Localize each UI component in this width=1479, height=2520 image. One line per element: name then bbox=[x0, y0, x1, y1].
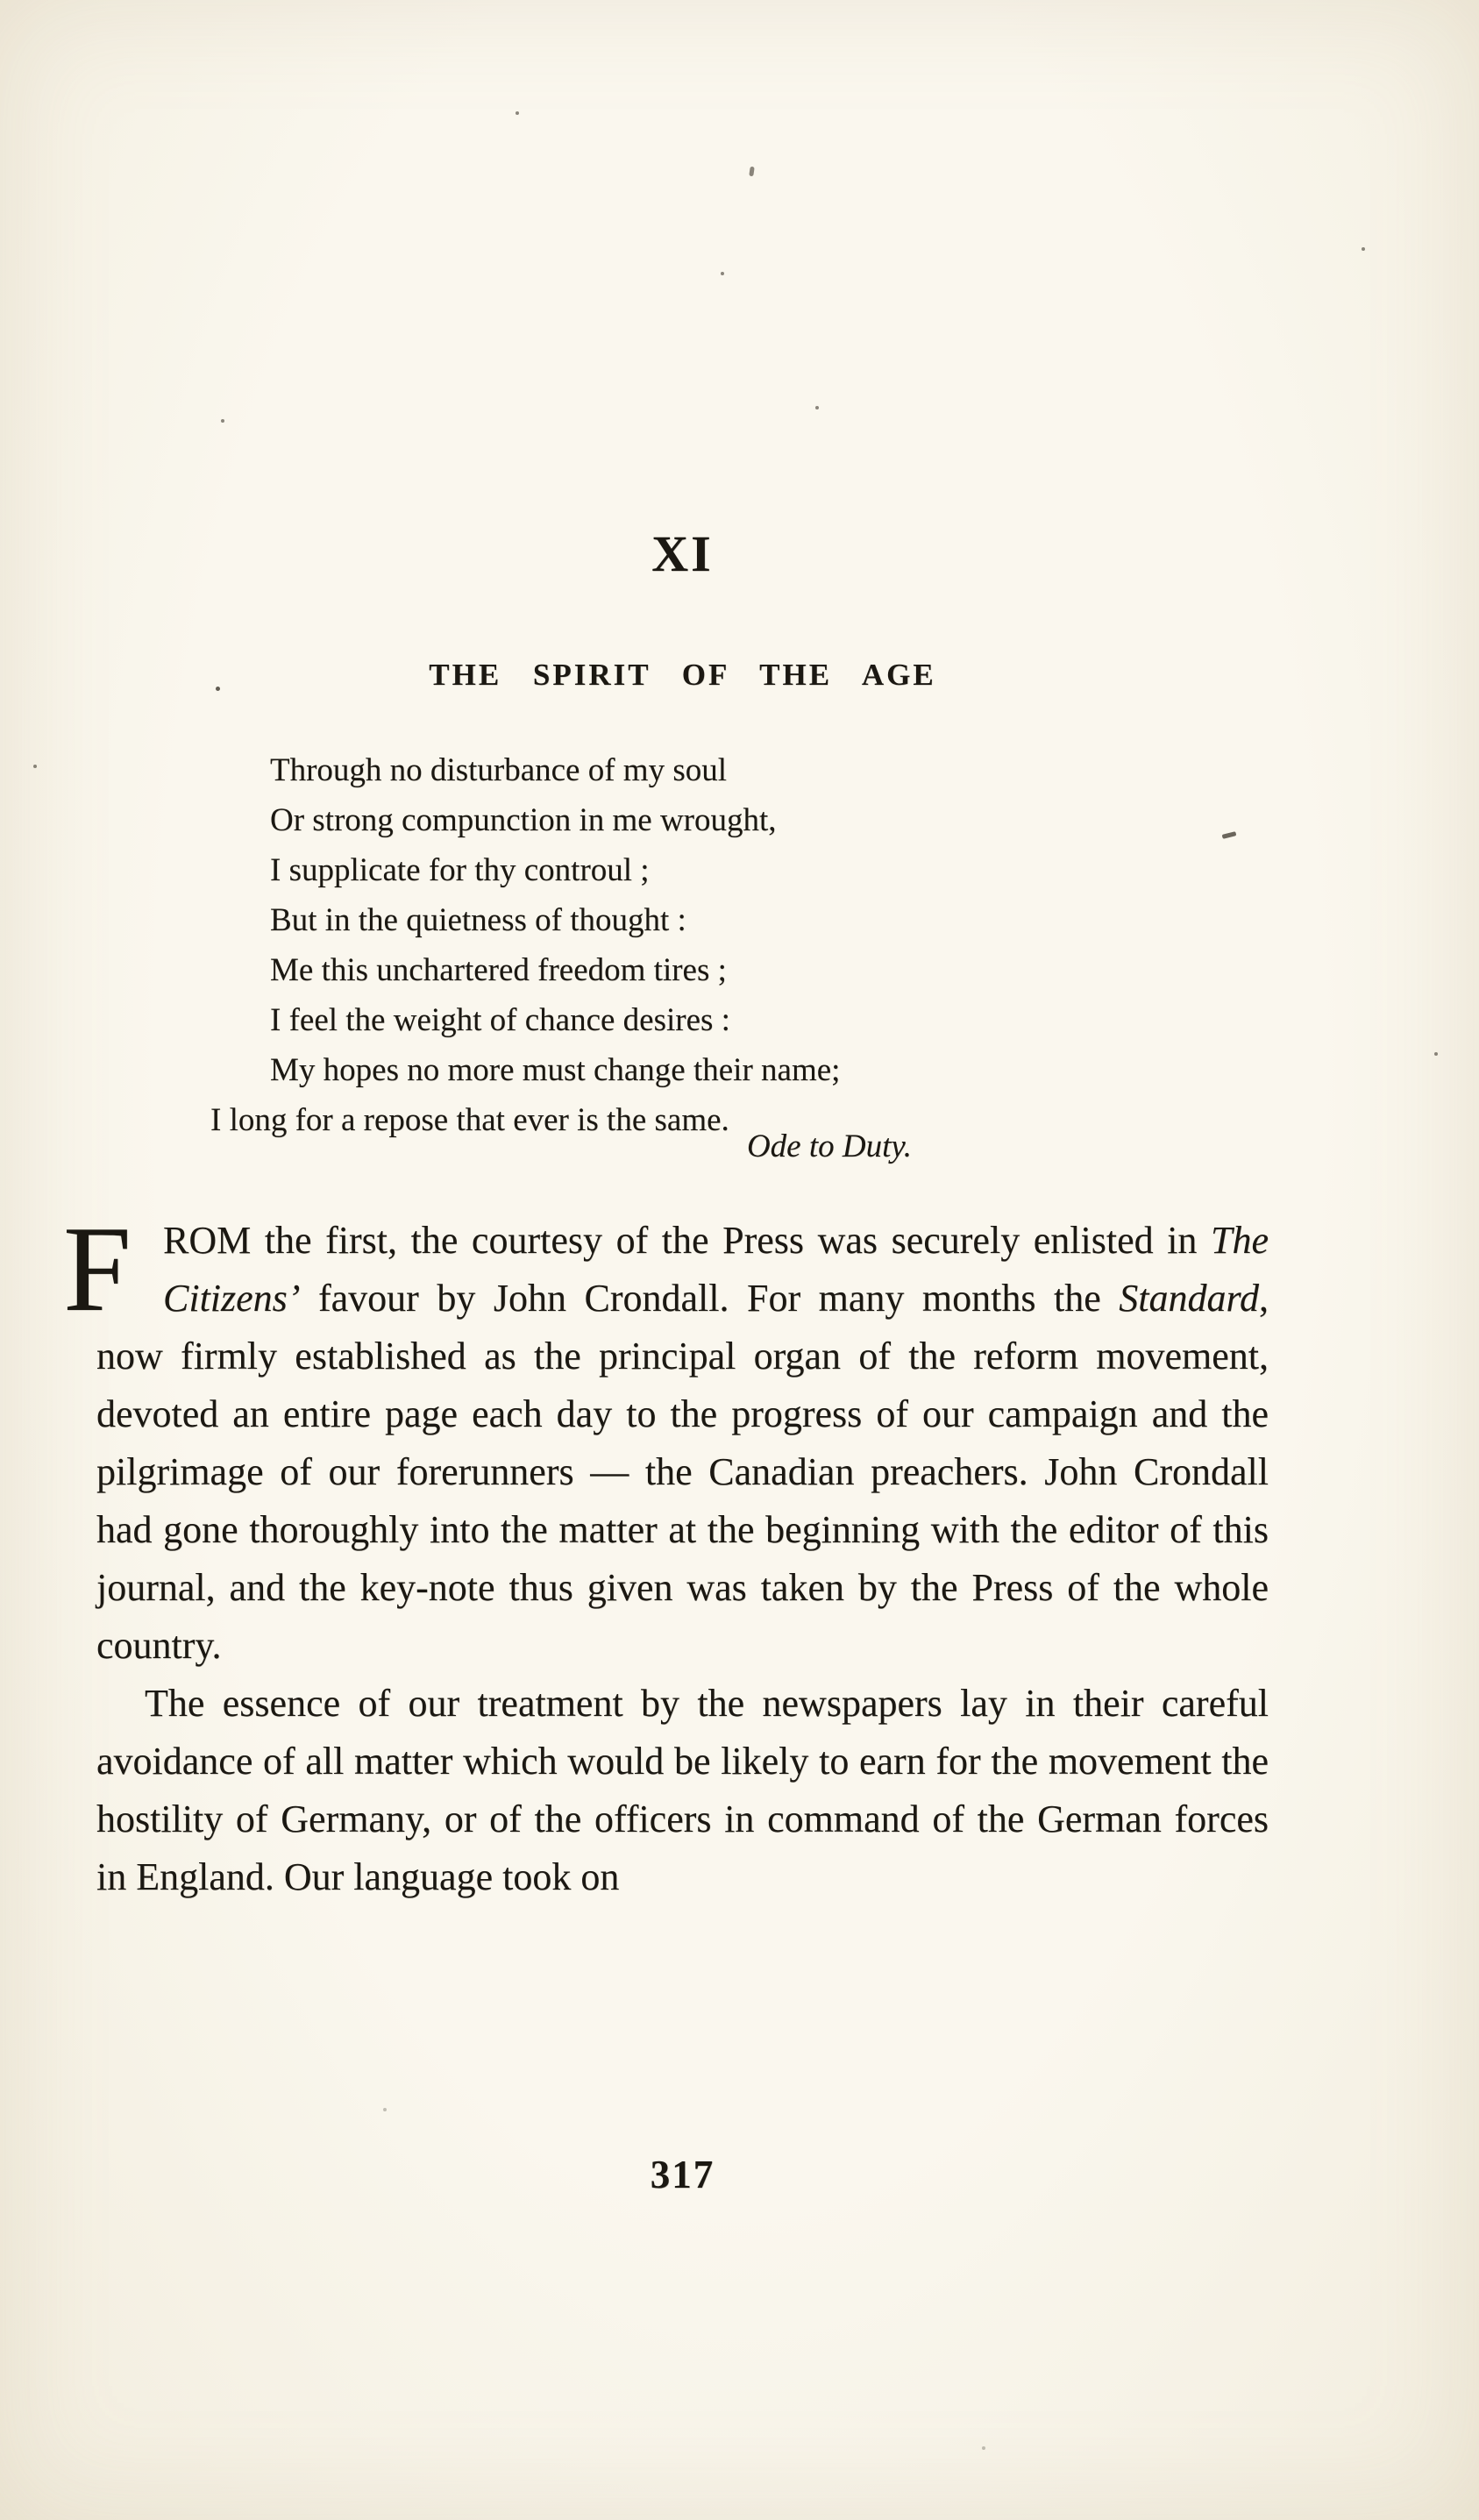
poem-line: I feel the weight of chance desires : bbox=[270, 1002, 730, 1038]
body-text bbox=[63, 1201, 1269, 1906]
poem-line: I supplicate for thy controul ; bbox=[270, 852, 650, 888]
book-page bbox=[63, 0, 1269, 2520]
epigraph-poem bbox=[96, 745, 1269, 1145]
paragraph-text: ROM the first, the courtesy of the Press was securely enlisted in The Citizens’ favour by John Crondall. For many months the Standard, now firmly established as the principal organ of the reform movement, devoted an entire page each day to the progress of our campaign and the pilgrimage of our forerunners — the Canadian preachers. John Crondall had gone thoroughly into the matter at the beginning with the editor of this journal, and the key-note thus given was taken by the Press of the whole country. bbox=[96, 1219, 1269, 1667]
poem-line: Or strong compunction in me wrought, bbox=[270, 802, 777, 838]
page-number: 317 bbox=[650, 2153, 715, 2196]
poem-line: I long for a repose that ever is the same. bbox=[210, 1102, 729, 1138]
drop-cap: F bbox=[63, 1201, 132, 1337]
poem-line: Through no disturbance of my soul bbox=[270, 752, 727, 788]
paragraph bbox=[63, 1201, 1269, 1675]
scan-speck bbox=[1434, 1052, 1438, 1056]
poem-line: But in the quietness of thought : bbox=[270, 902, 686, 938]
poem-line: Me this unchartered freedom tires ; bbox=[270, 952, 727, 988]
scan-speck bbox=[1362, 247, 1365, 251]
chapter-title: THE SPIRIT OF THE AGE bbox=[429, 658, 936, 692]
paragraph: The essence of our treatment by the newspapers lay in their careful avoidance of all matter which would be likely to earn for the movement the hostility of Germany, or of the officers in command of the German forces in England. Our language took on bbox=[96, 1682, 1269, 1898]
chapter-number: XI bbox=[651, 525, 714, 582]
poem-line: My hopes no more must change their name; bbox=[270, 1052, 841, 1088]
epigraph-attribution: Ode to Duty. bbox=[746, 1128, 912, 1164]
scan-speck bbox=[33, 765, 37, 768]
